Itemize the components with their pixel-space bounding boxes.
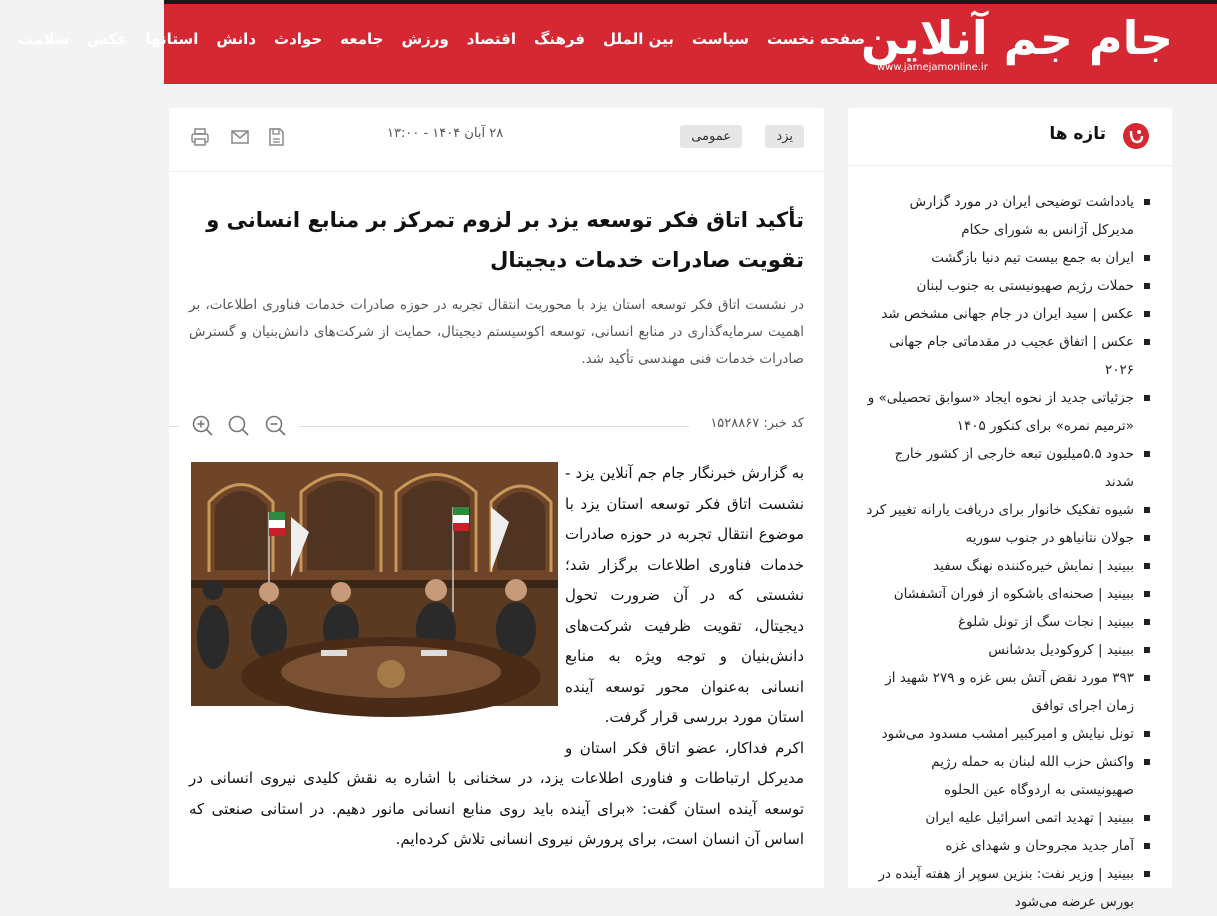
divider-line bbox=[299, 426, 689, 427]
zoom-in-icon[interactable] bbox=[191, 414, 215, 438]
news-item[interactable]: ببینید | تهدید اتمی اسرائیل علیه ایران bbox=[864, 804, 1152, 832]
news-item[interactable]: عکس | اتفاق عجیب در مقدماتی جام جهانی ۲۰۲۶ bbox=[864, 328, 1152, 384]
news-item[interactable]: ببینید | کروکودیل بدشانس bbox=[864, 636, 1152, 664]
news-item[interactable]: جولان نتانیاهو در جنوب سوریه bbox=[864, 524, 1152, 552]
news-item[interactable]: حملات رژیم صهیونیستی به جنوب لبنان bbox=[864, 272, 1152, 300]
nav-politics[interactable]: سیاست bbox=[691, 30, 749, 48]
logo-text: جام جم آنلاین bbox=[860, 11, 1173, 65]
site-logo[interactable] bbox=[860, 11, 1173, 78]
news-item[interactable]: یادداشت توضیحی ایران در مورد گزارش مدیرکل آژانس به شورای حکام bbox=[864, 188, 1152, 244]
save-icon[interactable] bbox=[265, 126, 287, 148]
news-item[interactable]: عکس | سید ایران در جام جهانی مشخص شد bbox=[864, 300, 1152, 328]
print-icon[interactable] bbox=[189, 126, 211, 148]
nav-economy[interactable]: اقتصاد bbox=[466, 30, 516, 48]
nav-provinces[interactable]: استانها bbox=[145, 30, 199, 48]
sidebar-title: تازه ها bbox=[1049, 124, 1106, 144]
news-item[interactable]: ببینید | صحنه‌ای باشکوه از فوران آتشفشان bbox=[864, 580, 1152, 608]
nav-science[interactable]: دانش bbox=[216, 30, 257, 48]
news-item[interactable]: آمار جدید مجروحان و شهدای غزه bbox=[864, 832, 1152, 860]
nav-sport[interactable]: ورزش bbox=[401, 30, 449, 48]
news-item[interactable]: شیوه تفکیک خانوار برای دریافت یارانه تغییر کرد bbox=[864, 496, 1152, 524]
news-item[interactable]: ببینید | وزیر نفت: بنزین سوپر از هفته آینده در بورس عرضه می‌شود bbox=[864, 860, 1152, 916]
zoom-reset-icon[interactable] bbox=[227, 414, 251, 438]
article-body bbox=[189, 458, 804, 855]
brand-icon bbox=[1122, 122, 1150, 150]
article-date: ۲۸ آبان ۱۴۰۴ - ۱۳:۰۰ bbox=[387, 126, 504, 141]
news-item[interactable]: واکنش حزب الله لبنان به حمله رژیم صهیونیستی به اردوگاه عین الحلوه bbox=[864, 748, 1152, 804]
news-item[interactable]: حدود ۵.۵میلیون تبعه خارجی از کشور خارج شدند bbox=[864, 440, 1152, 496]
nav-home[interactable]: صفحه نخست bbox=[766, 30, 865, 48]
nav-culture[interactable]: فرهنگ bbox=[533, 30, 586, 48]
tag-general[interactable]: عمومی bbox=[680, 125, 742, 148]
article-lead: در نشست اتاق فکر توسعه استان یزد با محوریت انتقال تجربه در حوزه صادرات خدمات فناوری اطلاعات، بر اهمیت سرمایه‌گذاری در منابع انسانی، توسعه اکوسیستم دیجیتال، حمایت از شرکت‌های دانش‌بنیان و گسترش صادرات خدمات فنی مهندسی تأکید شد. bbox=[189, 297, 804, 367]
logo-url: www.jamejamonline.ir bbox=[877, 62, 988, 73]
news-code: کد خبر: ۱۵۲۸۸۶۷ bbox=[710, 416, 804, 431]
sidebar-header bbox=[848, 108, 1172, 166]
divider-line-left bbox=[169, 426, 179, 427]
nav-health[interactable]: سلامت bbox=[18, 30, 70, 48]
article-card bbox=[169, 108, 824, 888]
nav-international[interactable]: بین الملل bbox=[603, 30, 674, 48]
body-paragraph-2: اکرم فداکار، عضو اتاق فکر استان و مدیرکل ارتباطات و فناوری اطلاعات یزد، در سخنانی با اشاره به نقش کلیدی نیروی انسانی در توسعه آینده استان گفت: «برای آینده باید روی منابع انسانی مانور دهیم. در استانی صنعتی که اساس آن انسان است، برای پرورش نیروی انسانی تلاش کرده‌ایم. bbox=[189, 738, 804, 848]
nav-photo[interactable]: عکس bbox=[87, 30, 128, 48]
news-item[interactable]: جزئیاتی جدید از نحوه ایجاد «سوابق تحصیلی» و «ترمیم نمره» برای کنکور ۱۴۰۵ bbox=[864, 384, 1152, 440]
nav-society[interactable]: جامعه bbox=[340, 30, 384, 48]
article-title: تأکید اتاق فکر توسعه یزد بر لزوم تمرکز بر منابع انسانی و تقویت صادرات خدمات دیجیتال bbox=[206, 208, 804, 272]
news-item[interactable]: ۳۹۳ مورد نقض آتش بس غزه و ۲۷۹ شهید از زمان اجرای توافق bbox=[864, 664, 1152, 720]
body-paragraph-1: به گزارش خبرنگار جام جم آنلاین یزد - نشست اتاق فکر توسعه استان یزد با موضوع انتقال تجربه در حوزه صادرات خدمات فناوری اطلاعات برگزار شد؛ نشستی که در آن ضرورت تحول دیجیتال، تقویت ظرفیت شرکت‌های دانش‌بنیان و توجه ویژه به منابع انسانی به‌عنوان محور توسعه آینده استان مورد بررسی قرار گرفت. bbox=[565, 464, 804, 726]
zoom-out-icon[interactable] bbox=[264, 414, 288, 438]
tag-yazd[interactable]: یزد bbox=[765, 125, 804, 148]
latest-news-list bbox=[864, 188, 1152, 916]
photo-space bbox=[189, 458, 565, 758]
news-item[interactable]: ایران به جمع بیست تیم دنیا بازگشت bbox=[864, 244, 1152, 272]
site-header bbox=[18, 4, 1217, 84]
news-item[interactable]: تونل نیایش و امیرکبیر امشب مسدود می‌شود bbox=[864, 720, 1152, 748]
news-item[interactable]: ببینید | نجات سگ از تونل شلوغ bbox=[864, 608, 1152, 636]
main-nav bbox=[0, 24, 865, 54]
nav-incidents[interactable]: حوادث bbox=[274, 30, 323, 48]
news-item[interactable]: ببینید | نمایش خیره‌کننده نهنگ سفید bbox=[864, 552, 1152, 580]
article-meta bbox=[169, 108, 824, 172]
mail-icon[interactable] bbox=[229, 126, 251, 148]
latest-news-sidebar bbox=[848, 108, 1172, 910]
news-code-row bbox=[169, 408, 824, 444]
